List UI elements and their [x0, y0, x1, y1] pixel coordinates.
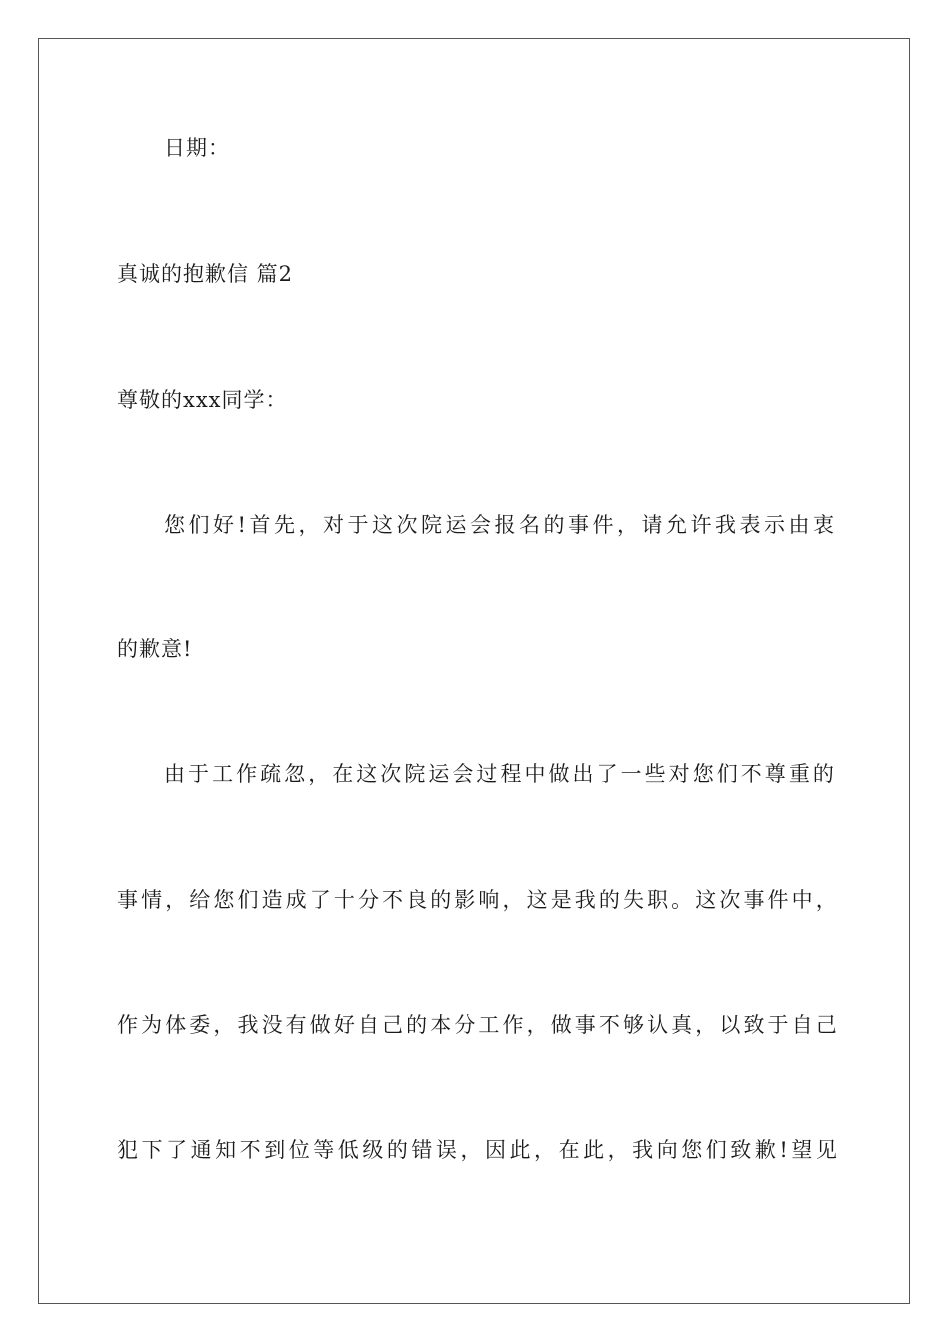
glyph: 等 — [313, 1138, 335, 1162]
glyph: 的 — [430, 888, 452, 912]
glyph: 您 — [681, 1138, 703, 1162]
glyph: 请 — [641, 513, 663, 537]
glyph: 由 — [788, 513, 810, 537]
glyph: 作 — [117, 1013, 138, 1037]
glyph: 衷 — [812, 513, 834, 537]
glyph: 因 — [484, 1138, 506, 1162]
glyph: 事 — [743, 888, 765, 912]
paragraph-line-2: 的歉意! — [117, 637, 193, 661]
glyph: 们 — [705, 1138, 727, 1162]
glyph: 自 — [357, 1013, 379, 1037]
glyph: 我 — [237, 1013, 259, 1037]
glyph: 不 — [598, 1013, 620, 1037]
glyph: 通 — [190, 1138, 212, 1162]
glyph: 名 — [518, 513, 540, 537]
paragraph-line-6 — [117, 1136, 837, 1164]
glyph: 事 — [117, 888, 138, 912]
glyph: 院 — [420, 513, 442, 537]
glyph: 运 — [445, 513, 467, 537]
glyph: 次 — [719, 888, 741, 912]
glyph: 次 — [396, 513, 418, 537]
glyph: 的 — [812, 762, 834, 786]
glyph: 件 — [592, 513, 614, 537]
glyph: 分 — [357, 888, 379, 912]
glyph: ， — [616, 513, 638, 537]
glyph: 疏 — [260, 762, 282, 786]
glyph: 十 — [333, 888, 355, 912]
glyph: ， — [607, 1138, 629, 1162]
glyph: 些 — [644, 762, 666, 786]
glyph: 做 — [550, 1013, 572, 1037]
glyph: 于 — [188, 762, 210, 786]
glyph: 过 — [476, 762, 498, 786]
glyph: 们 — [188, 513, 210, 537]
glyph: 不 — [382, 888, 404, 912]
glyph: 的 — [543, 513, 565, 537]
glyph: 了 — [309, 888, 331, 912]
glyph: 中 — [524, 762, 546, 786]
glyph: 真 — [671, 1013, 693, 1037]
glyph: ， — [815, 888, 837, 912]
glyph: 您 — [164, 513, 185, 537]
paragraph-line-4 — [117, 886, 837, 914]
glyph: 歉 — [754, 1138, 776, 1162]
glyph: 运 — [428, 762, 450, 786]
glyph: 做 — [548, 762, 570, 786]
salutation: 尊敬的xxx同学： — [117, 388, 288, 412]
glyph: 有 — [285, 1013, 307, 1037]
glyph: 致 — [743, 1013, 765, 1037]
glyph: 对 — [668, 762, 690, 786]
glyph: 这 — [371, 513, 393, 537]
glyph: 没 — [261, 1013, 283, 1037]
glyph: 们 — [237, 888, 259, 912]
glyph: 作 — [236, 762, 258, 786]
glyph: 职 — [647, 888, 669, 912]
glyph: 示 — [763, 513, 785, 537]
glyph: 允 — [665, 513, 687, 537]
glyph: 此 — [509, 1138, 531, 1162]
glyph: 院 — [404, 762, 426, 786]
glyph: ! — [779, 1138, 788, 1162]
glyph: 是 — [550, 888, 572, 912]
glyph: 知 — [215, 1138, 237, 1162]
glyph: 于 — [767, 1013, 789, 1037]
glyph: 忽 — [284, 762, 306, 786]
glyph: 成 — [285, 888, 307, 912]
glyph: 见 — [815, 1138, 837, 1162]
glyph: 会 — [452, 762, 474, 786]
glyph: 的 — [386, 1138, 408, 1162]
glyph: 造 — [261, 888, 283, 912]
glyph: 错 — [411, 1138, 433, 1162]
glyph: 此 — [583, 1138, 605, 1162]
glyph: 好 — [333, 1013, 355, 1037]
glyph: 这 — [356, 762, 378, 786]
glyph: 下 — [141, 1138, 163, 1162]
glyph: 一 — [620, 762, 642, 786]
glyph: 您 — [692, 762, 714, 786]
glyph: 次 — [380, 762, 402, 786]
glyph: 好 — [213, 513, 234, 537]
glyph: 的 — [406, 1013, 428, 1037]
glyph: 我 — [632, 1138, 654, 1162]
glyph: 了 — [166, 1138, 188, 1162]
glyph: 致 — [730, 1138, 752, 1162]
glyph: 报 — [494, 513, 516, 537]
glyph: 这 — [526, 888, 548, 912]
glyph: ， — [534, 1138, 556, 1162]
glyph: 的 — [598, 888, 620, 912]
glyph: 不 — [740, 762, 762, 786]
glyph: 己 — [815, 1013, 837, 1037]
glyph: 程 — [500, 762, 522, 786]
glyph: 首 — [249, 513, 271, 537]
glyph: 工 — [478, 1013, 500, 1037]
glyph: 对 — [322, 513, 344, 537]
glyph: 尊 — [764, 762, 786, 786]
glyph: ， — [460, 1138, 482, 1162]
glyph: ， — [695, 1013, 717, 1037]
glyph: 级 — [362, 1138, 384, 1162]
glyph: 于 — [347, 513, 369, 537]
glyph: 望 — [791, 1138, 813, 1162]
glyph: ， — [298, 513, 320, 537]
glyph: 工 — [212, 762, 234, 786]
section-title: 真诚的抱歉信 篇2 — [117, 262, 294, 286]
glyph: ， — [502, 888, 524, 912]
glyph: ， — [213, 1013, 235, 1037]
paragraph-line-5 — [117, 1011, 837, 1039]
glyph: 犯 — [117, 1138, 138, 1162]
glyph: 低 — [337, 1138, 359, 1162]
date-label: 日期： — [164, 136, 230, 160]
glyph: 事 — [574, 1013, 596, 1037]
paragraph-line-1 — [164, 511, 834, 539]
glyph: ， — [526, 1013, 548, 1037]
glyph: 己 — [382, 1013, 404, 1037]
glyph: 误 — [435, 1138, 457, 1162]
glyph: 作 — [502, 1013, 524, 1037]
glyph: 。 — [671, 888, 693, 912]
glyph: 出 — [572, 762, 594, 786]
glyph: 您 — [213, 888, 235, 912]
glyph: 们 — [716, 762, 738, 786]
glyph: 由 — [164, 762, 185, 786]
glyph: 体 — [165, 1013, 187, 1037]
glyph: 许 — [690, 513, 712, 537]
glyph: 了 — [596, 762, 618, 786]
glyph: 为 — [141, 1013, 163, 1037]
paragraph-line-3 — [164, 760, 834, 788]
glyph: 影 — [454, 888, 476, 912]
glyph: 会 — [469, 513, 491, 537]
glyph: 位 — [288, 1138, 310, 1162]
glyph: 我 — [574, 888, 596, 912]
page-frame — [38, 38, 910, 1304]
glyph: 委 — [189, 1013, 211, 1037]
glyph: 良 — [406, 888, 428, 912]
glyph: 本 — [430, 1013, 452, 1037]
glyph: ， — [308, 762, 330, 786]
glyph: 先 — [273, 513, 295, 537]
glyph: 重 — [788, 762, 810, 786]
glyph: 向 — [656, 1138, 678, 1162]
glyph: 自 — [791, 1013, 813, 1037]
glyph: ， — [165, 888, 187, 912]
glyph: 件 — [767, 888, 789, 912]
glyph: 以 — [719, 1013, 741, 1037]
glyph: 情 — [141, 888, 163, 912]
glyph: 事 — [567, 513, 589, 537]
glyph: 在 — [332, 762, 354, 786]
glyph: 够 — [622, 1013, 644, 1037]
glyph: 到 — [264, 1138, 286, 1162]
glyph: ! — [237, 513, 246, 537]
glyph: 在 — [558, 1138, 580, 1162]
glyph: 失 — [622, 888, 644, 912]
glyph: 表 — [739, 513, 761, 537]
glyph: 我 — [714, 513, 736, 537]
glyph: 分 — [454, 1013, 476, 1037]
glyph: 认 — [647, 1013, 669, 1037]
glyph: 这 — [695, 888, 717, 912]
glyph: 给 — [189, 888, 211, 912]
glyph: 做 — [309, 1013, 331, 1037]
glyph: 不 — [239, 1138, 261, 1162]
glyph: 响 — [478, 888, 500, 912]
glyph: 中 — [791, 888, 813, 912]
